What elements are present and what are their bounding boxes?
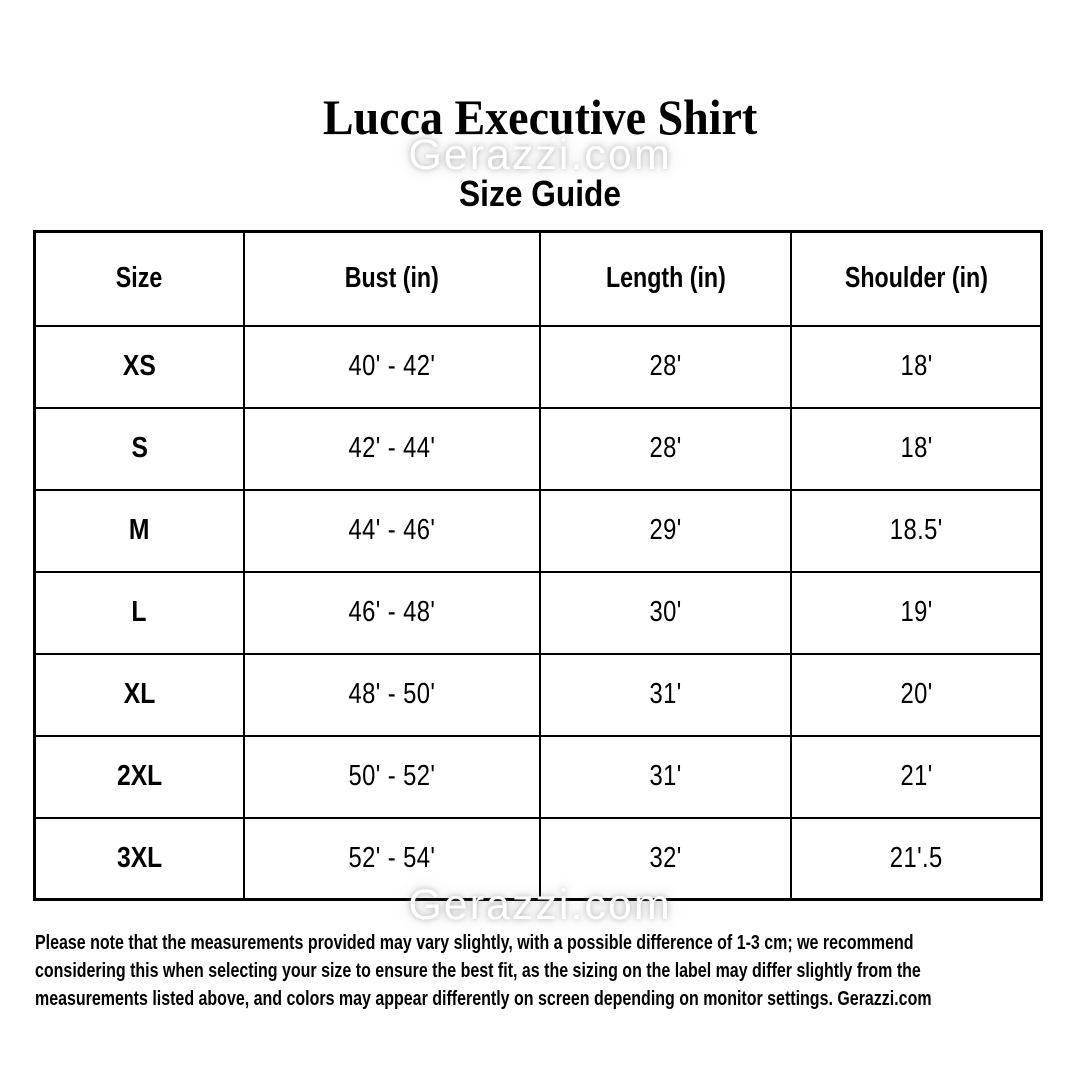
size-cell <box>35 654 244 736</box>
shoulder-cell-text: 20' <box>900 678 933 710</box>
size-cell <box>35 326 244 408</box>
bust-cell-text: 46' - 48' <box>348 596 436 628</box>
length-cell <box>540 654 792 736</box>
column-header-bust <box>244 232 540 326</box>
shoulder-cell-text: 18.5' <box>889 514 943 546</box>
size-cell-text: L <box>131 596 147 628</box>
column-header-length <box>540 232 792 326</box>
shoulder-cell-text: 19' <box>900 596 933 628</box>
bust-cell <box>244 408 540 490</box>
bust-cell <box>244 654 540 736</box>
length-cell-text: 28' <box>649 432 682 464</box>
shoulder-cell <box>791 408 1041 490</box>
disclaimer-line: considering this when selecting your size to ensure the best fit, as the sizing on the label may differ slightly from the <box>35 959 921 982</box>
watermark-top-text: Gerazzi.com <box>408 131 672 179</box>
shoulder-cell <box>791 736 1041 818</box>
column-header-length-text: Length (in) <box>605 262 726 295</box>
size-cell-text: 2XL <box>116 760 162 792</box>
page-title <box>0 89 1080 145</box>
size-guide-table <box>33 230 1043 901</box>
column-header-size <box>35 232 244 326</box>
table-row-3xl <box>35 818 1042 900</box>
size-cell <box>35 490 244 572</box>
shoulder-cell-text: 21'.5 <box>889 841 943 874</box>
table-body <box>35 326 1042 900</box>
size-cell <box>35 408 244 490</box>
column-header-shoulder-text: Shoulder (in) <box>844 262 988 295</box>
bust-cell <box>244 818 540 900</box>
length-cell <box>540 490 792 572</box>
watermark-bottom-text: Gerazzi.com <box>408 881 672 929</box>
subtitle-text: Size Guide <box>459 173 621 214</box>
column-header-size-text: Size <box>116 262 163 295</box>
shoulder-cell <box>791 490 1041 572</box>
size-cell <box>35 818 244 900</box>
table-header <box>35 232 1042 326</box>
disclaimer-line: measurements listed above, and colors may appear differently on screen depending on monitor settings. Gerazzi.com <box>35 987 932 1010</box>
disclaimer-line: Please note that the measurements provided may vary slightly, with a possible difference of 1-3 cm; we recommend <box>35 931 914 954</box>
table-row-2xl <box>35 736 1042 818</box>
table-row-s <box>35 408 1042 490</box>
column-header-shoulder <box>791 232 1041 326</box>
column-header-bust-text: Bust (in) <box>344 262 439 295</box>
bust-cell-text: 40' - 42' <box>348 350 436 382</box>
length-cell <box>540 736 792 818</box>
table-header-row <box>35 232 1042 326</box>
bust-cell-text: 52' - 54' <box>348 841 436 874</box>
table-row-m <box>35 490 1042 572</box>
shoulder-cell-text: 21' <box>900 760 933 792</box>
bust-cell <box>244 572 540 654</box>
length-cell <box>540 408 792 490</box>
bust-cell <box>244 326 540 408</box>
size-cell-text: 3XL <box>116 841 162 874</box>
shoulder-cell <box>791 654 1041 736</box>
length-cell-text: 30' <box>649 596 682 628</box>
length-cell-text: 31' <box>649 760 682 792</box>
size-cell-text: XL <box>123 678 156 710</box>
bust-cell-text: 44' - 46' <box>348 514 436 546</box>
shoulder-cell <box>791 572 1041 654</box>
length-cell <box>540 326 792 408</box>
size-cell-text: S <box>131 432 148 464</box>
table-row-l <box>35 572 1042 654</box>
size-cell <box>35 572 244 654</box>
shoulder-cell <box>791 326 1041 408</box>
length-cell-text: 28' <box>649 350 682 382</box>
shoulder-cell-text: 18' <box>900 432 933 464</box>
bust-cell <box>244 736 540 818</box>
length-cell <box>540 818 792 900</box>
length-cell-text: 32' <box>649 841 682 874</box>
size-cell-text: XS <box>122 350 156 382</box>
shoulder-cell-text: 18' <box>900 350 933 382</box>
size-cell <box>35 736 244 818</box>
table-row-xl <box>35 654 1042 736</box>
disclaimer <box>35 929 1045 1013</box>
length-cell <box>540 572 792 654</box>
table-row-xs <box>35 326 1042 408</box>
bust-cell-text: 48' - 50' <box>348 678 436 710</box>
size-cell-text: M <box>129 514 150 546</box>
bust-cell-text: 50' - 52' <box>348 760 436 792</box>
shoulder-cell <box>791 818 1041 900</box>
page-title-text: Lucca Executive Shirt <box>322 89 758 145</box>
length-cell-text: 29' <box>649 514 682 546</box>
bust-cell <box>244 490 540 572</box>
subtitle <box>0 173 1080 214</box>
length-cell-text: 31' <box>649 678 682 710</box>
bust-cell-text: 42' - 44' <box>348 432 436 464</box>
